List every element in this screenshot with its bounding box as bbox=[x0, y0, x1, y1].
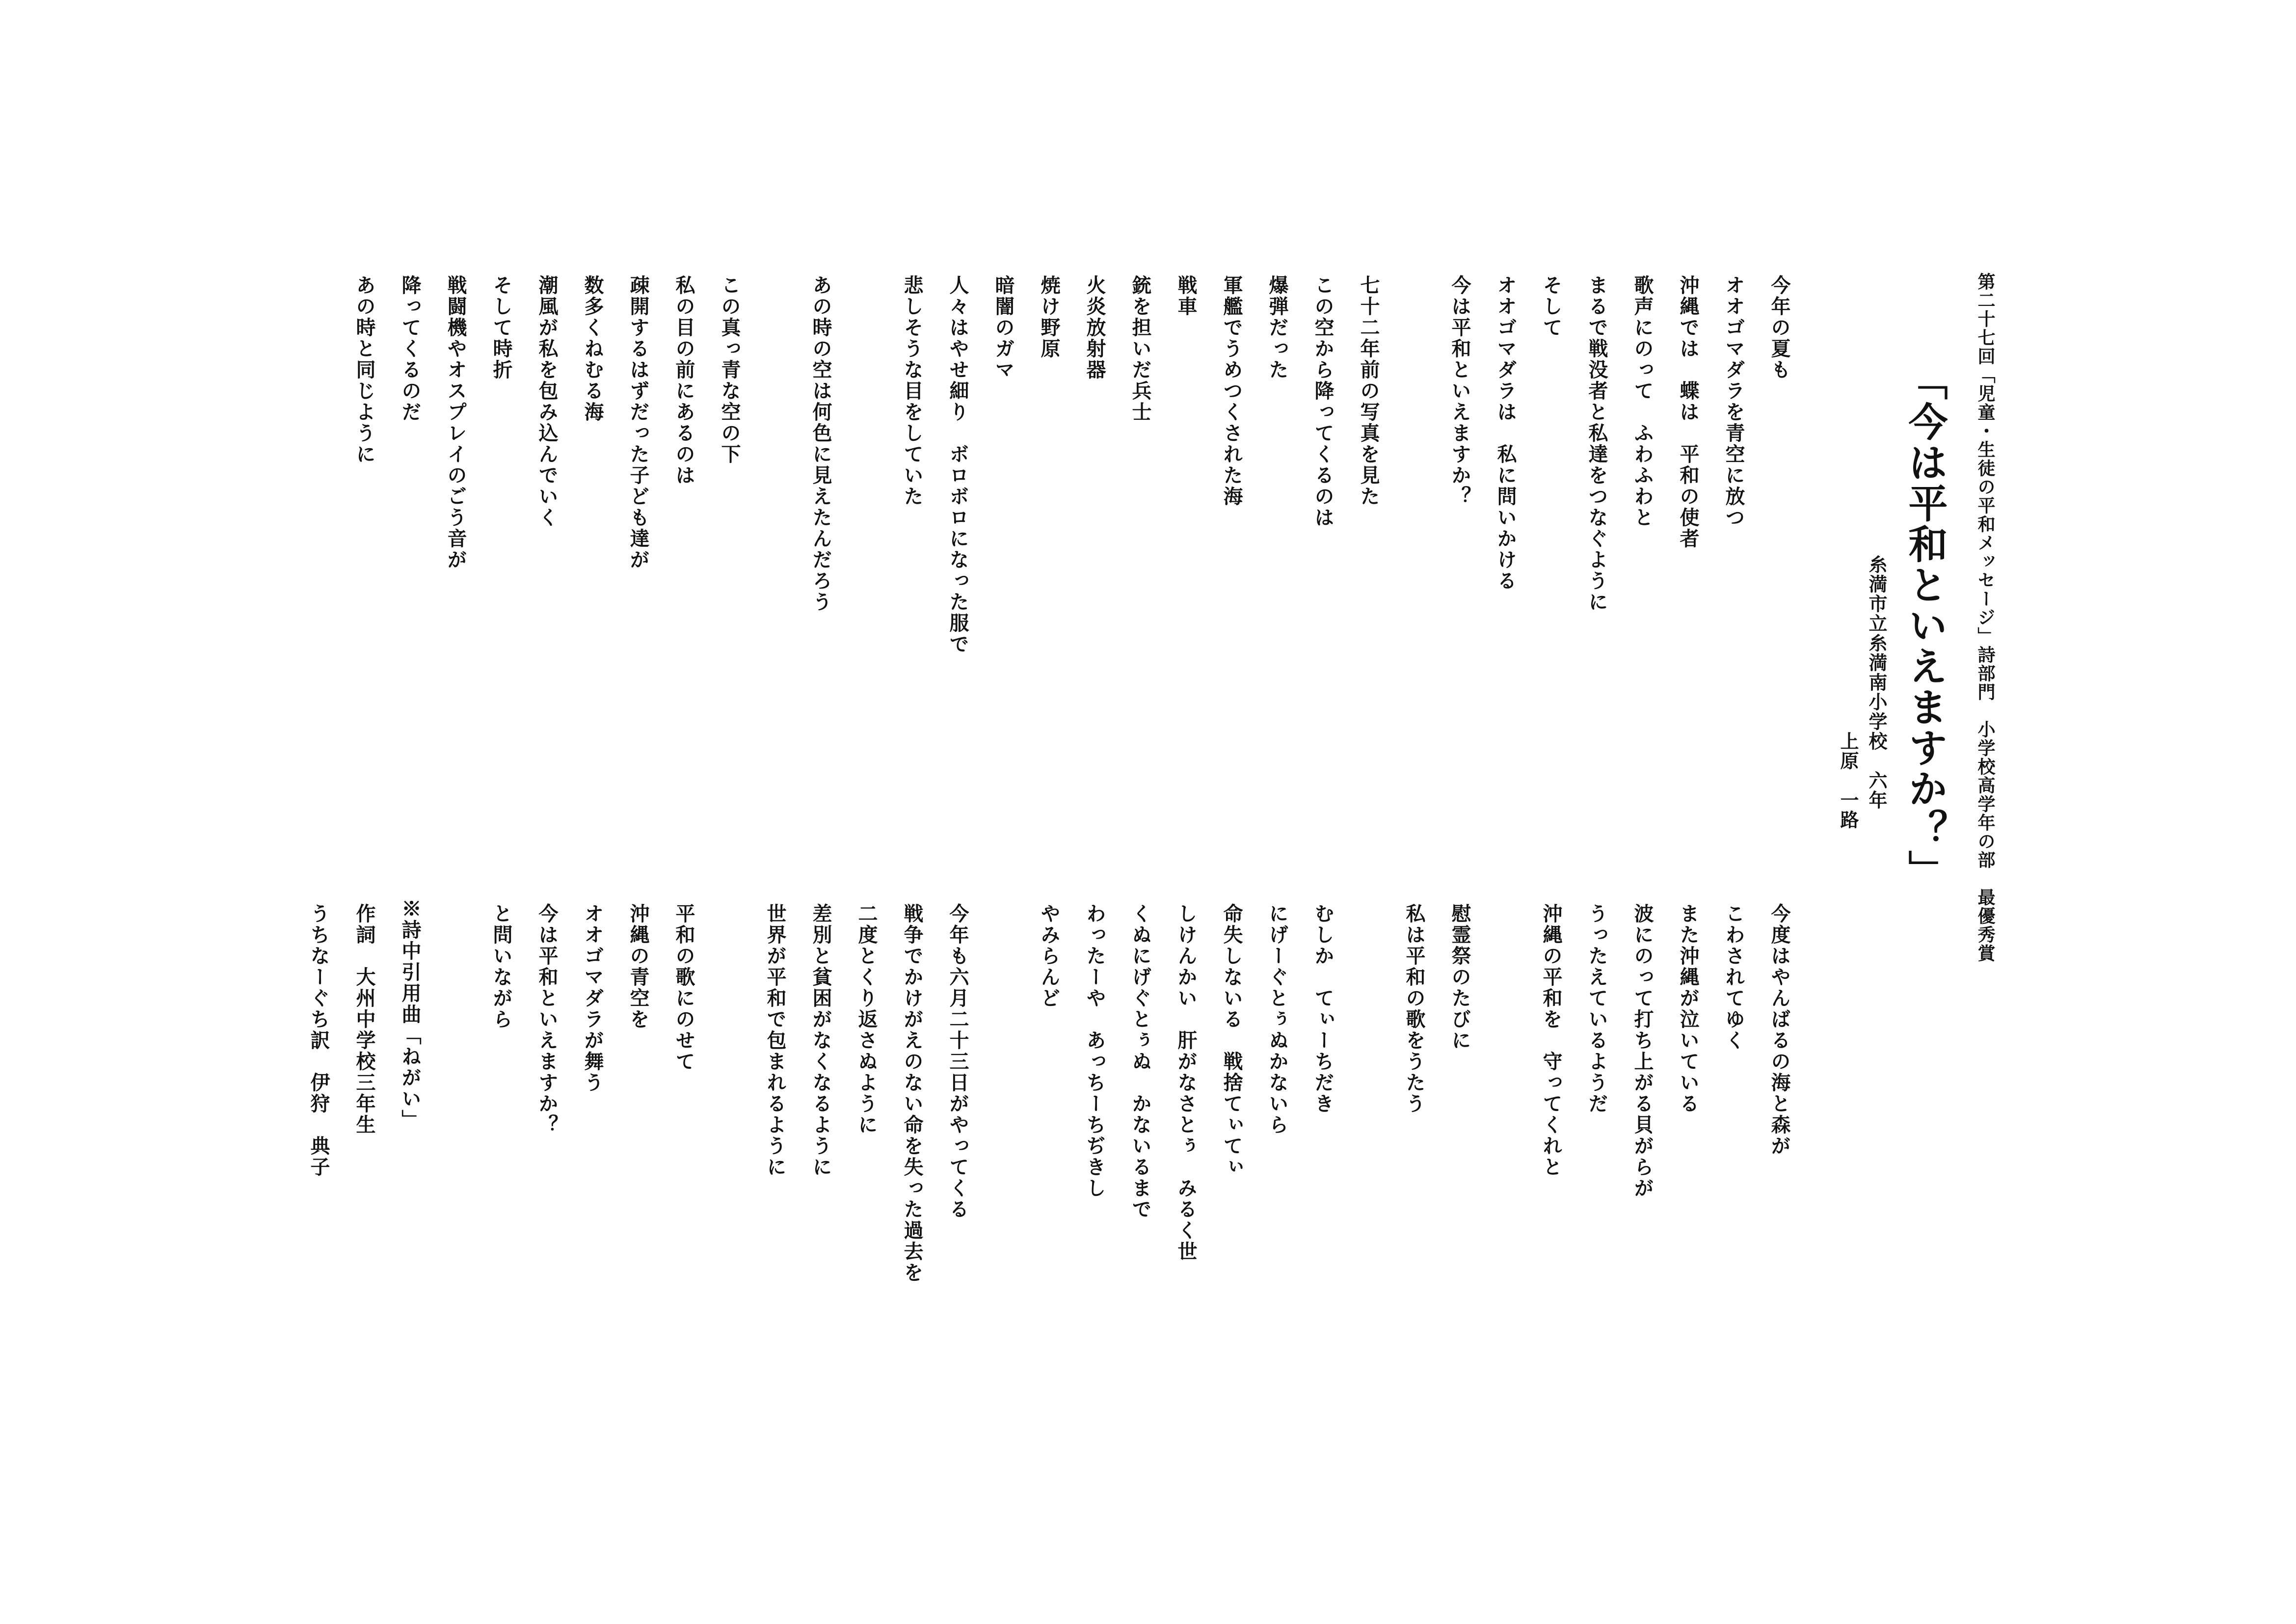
poem-line: この空から降ってくるのは bbox=[1311, 275, 1335, 528]
poem-line: 今は平和といえますか？ bbox=[535, 903, 559, 1136]
poem-line: 今年の夏も bbox=[1768, 275, 1791, 380]
poem-line: 沖縄では 蝶は 平和の使者 bbox=[1677, 275, 1700, 549]
poem-line: オオゴマダラは 私に問いかける bbox=[1494, 275, 1517, 592]
poem-line: 世界が平和で包まれるように bbox=[764, 903, 787, 1178]
citation-lyricist: 作詞 大州中学校三年生 bbox=[353, 903, 376, 1136]
poem-line: また沖縄が泣いている bbox=[1677, 903, 1700, 1114]
poem-line: 数多くねむる海 bbox=[581, 275, 604, 423]
poem-line: そして時折 bbox=[490, 275, 513, 380]
poem-line: むしか てぃーちだき bbox=[1311, 903, 1335, 1114]
poem-line: 銃を担いだ兵士 bbox=[1129, 275, 1152, 423]
poem-line: 私は平和の歌をうたう bbox=[1403, 903, 1426, 1114]
poem-line: 歌声にのって ふわふわと bbox=[1631, 275, 1654, 528]
poem-line: 沖縄の青空を bbox=[627, 903, 650, 1030]
poem-line: と問いながら bbox=[490, 903, 513, 1030]
poem-line: 潮風が私を包み込んでいく bbox=[535, 275, 559, 528]
poem-line: 波にのって打ち上がる貝がらが bbox=[1631, 903, 1654, 1199]
poem-title: 「今は平和といえますか？」 bbox=[1902, 361, 1948, 891]
poem-line: 戦車 bbox=[1175, 275, 1198, 317]
poem-line: くぬにげぐとぅぬ かないるまで bbox=[1129, 903, 1152, 1220]
poem-line: 二度とくり返さぬように bbox=[855, 903, 878, 1136]
poem-line: 命失しないる 戦捨てぃてぃ bbox=[1220, 903, 1243, 1178]
poem-line: 差別と貧困がなくなるように bbox=[809, 903, 832, 1178]
poem-line: あの時と同じように bbox=[353, 275, 376, 465]
poem-line: 私の目の前にあるのは bbox=[672, 275, 695, 486]
poem-line: 火炎放射器 bbox=[1083, 275, 1106, 380]
award-line: 第二十七回「児童・生徒の平和メッセージ」詩部門 小学校高学年の部 最優秀賞 bbox=[1975, 272, 1996, 963]
poem-line: オオゴマダラが舞う bbox=[581, 903, 604, 1093]
poem-line: 降ってくるのだ bbox=[399, 275, 422, 423]
poem-line: 戦闘機やオスプレイのごう音が bbox=[444, 275, 467, 570]
author-name: 上原 一路 bbox=[1837, 731, 1859, 830]
poem-line: 悲しそうな目をしていた bbox=[901, 275, 924, 507]
poem-line: オオゴマダラを青空に放つ bbox=[1722, 275, 1745, 528]
poem-line: あの時の空は何色に見えたんだろう bbox=[809, 275, 832, 613]
poem-line: うったえているようだ bbox=[1585, 903, 1608, 1114]
poem-line: やみらんど bbox=[1038, 903, 1061, 1009]
poem-line: こわされてゆく bbox=[1722, 903, 1745, 1051]
school-name: 糸満市立糸満南小学校 六年 bbox=[1866, 555, 1888, 810]
poem-line: 平和の歌にのせて bbox=[672, 903, 695, 1072]
poem-line: わったーや あっちーちぢきし bbox=[1083, 903, 1106, 1199]
citation-note: ※詩中引用曲「ねがい」 bbox=[399, 898, 422, 1131]
poem-line: しけんかい 肝がなさとぅ みるく世 bbox=[1175, 903, 1198, 1262]
poem-line: 七十二年前の写真を見た bbox=[1357, 275, 1380, 507]
poem-line: 疎開するはずだった子ども達が bbox=[627, 275, 650, 570]
poem-line: 今度はやんばるの海と森が bbox=[1768, 903, 1791, 1157]
poem-line: そして bbox=[1540, 275, 1563, 338]
poem-line: 沖縄の平和を 守ってくれと bbox=[1540, 903, 1563, 1178]
poem-line: 戦争でかけがえのない命を失った過去を bbox=[901, 903, 924, 1283]
poem-line: 慰霊祭のたびに bbox=[1448, 903, 1471, 1051]
poem-line: 今年も六月二十三日がやってくる bbox=[946, 903, 969, 1220]
citation-translator: うちなーぐち訳 伊狩 典子 bbox=[307, 903, 330, 1178]
poem-line: 軍艦でうめつくされた海 bbox=[1220, 275, 1243, 507]
poem-line: まるで戦没者と私達をつなぐように bbox=[1585, 275, 1608, 613]
poem-line: 今は平和といえますか？ bbox=[1448, 275, 1471, 507]
poem-line: この真っ青な空の下 bbox=[718, 275, 741, 465]
poem-line: 焼け野原 bbox=[1038, 275, 1061, 359]
poem-line: 暗闇のガマ bbox=[992, 275, 1015, 380]
poem-line: 爆弾だった bbox=[1266, 275, 1289, 380]
poem-line: にげーぐとぅぬかないら bbox=[1266, 903, 1289, 1136]
poem-line: 人々はやせ細り ボロボロになった服で bbox=[946, 275, 969, 655]
